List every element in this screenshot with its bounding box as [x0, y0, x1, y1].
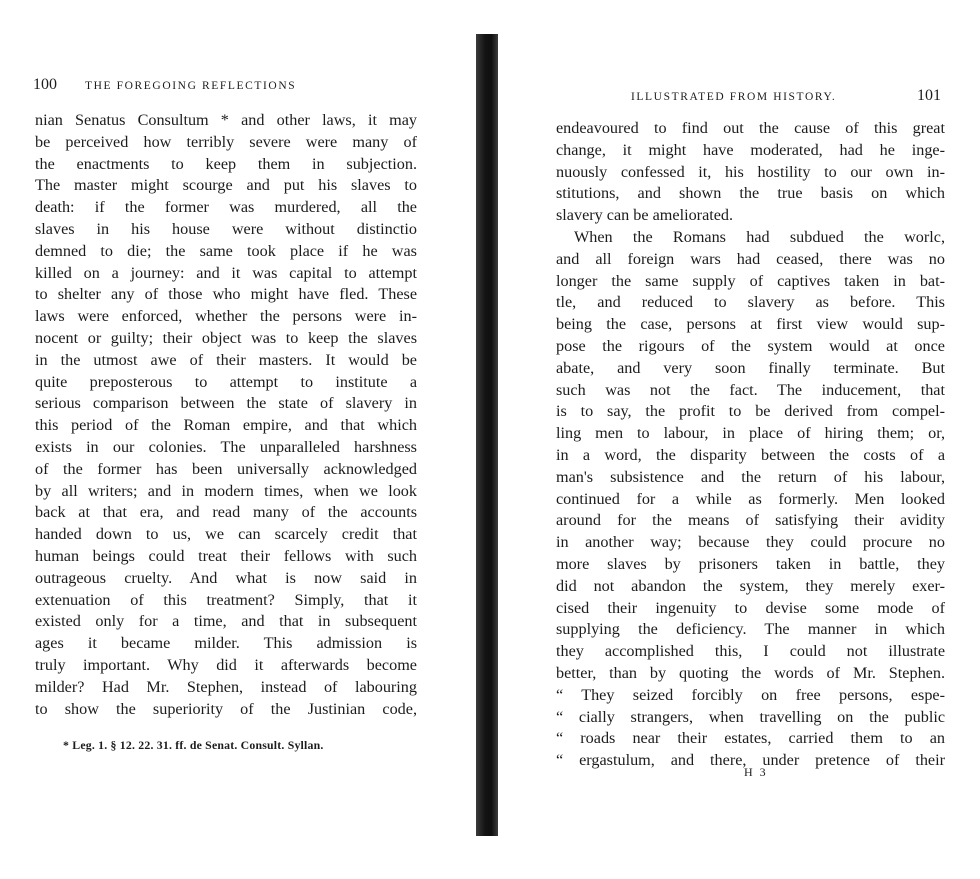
- text-line: by all writers; and in modern times, when we look: [35, 481, 417, 500]
- text-line: is to say, the profit to be derived from compel-: [556, 402, 945, 421]
- text-line: slavery can be ameliorated.: [556, 206, 734, 225]
- left-running-header: [33, 76, 453, 96]
- text-line: of the former has been universally acknowledged: [35, 459, 417, 478]
- text-line: cised their ingenuity to devise some mode of: [556, 598, 945, 617]
- text-line: When the Romans had subdued the worlc,: [574, 227, 945, 246]
- text-line: they accomplished this, I could not illustrate: [556, 642, 945, 661]
- text-line: handed down to us, we can scarcely credit that: [35, 525, 417, 544]
- text-line: the enactments to keep them in subjection.: [35, 154, 417, 173]
- left-running-head: THE FOREGOING REFLECTIONS: [85, 80, 297, 92]
- text-line: in the utmost awe of their masters. It would be: [35, 350, 417, 369]
- text-line: milder? Had Mr. Stephen, instead of labouring: [35, 677, 417, 696]
- text-line: in another way; because they could procure no: [556, 533, 945, 552]
- text-line: extenuation of this treatment? Simply, that it: [35, 590, 417, 609]
- right-page-number: 101: [917, 87, 941, 104]
- text-line: continued for a while as formerly. Men looked: [556, 489, 945, 508]
- text-line: stitutions, and shown the true basis on which: [556, 184, 945, 203]
- right-page-text: [556, 118, 945, 772]
- text-line: quite preposterous to attempt to institute a: [35, 372, 417, 391]
- signature-mark: H 3: [744, 765, 768, 779]
- text-line: to shelter any of those who might have fled. These: [35, 285, 417, 304]
- text-line: “ roads near their estates, carried them to an: [556, 729, 945, 748]
- text-line: truly important. Why did it afterwards become: [35, 655, 417, 674]
- text-line: existed only for a time, and that in subsequent: [35, 612, 417, 631]
- book-gutter: [476, 34, 498, 836]
- text-line: back at that era, and read many of the accounts: [35, 503, 417, 522]
- text-line: change, it might have moderated, had he inge-: [556, 140, 945, 159]
- text-line: “ They seized forcibly on free persons, espe-: [556, 685, 945, 704]
- text-line: abate, and very soon finally terminate. But: [556, 358, 945, 377]
- text-line: demned to die; the same took place if he was: [35, 241, 417, 260]
- text-line: killed on a journey: and it was capital to attempt: [35, 263, 417, 282]
- text-line: such was not the fact. The inducement, that: [556, 380, 945, 399]
- text-line: nuously confessed it, his hostility to our own in-: [556, 162, 945, 181]
- text-line: did not abandon the system, they merely exer-: [556, 576, 945, 595]
- text-line: death: if the former was murdered, all the: [35, 198, 417, 217]
- text-line: more slaves by prisoners taken in battle, they: [556, 554, 945, 573]
- text-line: man's subsistence and the return of his labour,: [556, 467, 945, 486]
- text-line: in a word, the disparity between the costs of a: [556, 445, 945, 464]
- right-running-head: ILLUSTRATED FROM HISTORY.: [631, 91, 837, 103]
- left-page-text: [35, 110, 417, 720]
- text-line: slaves in his house were without distinctio: [35, 219, 417, 238]
- text-line: “ cially strangers, when travelling on the public: [556, 707, 945, 726]
- right-page: [498, 0, 980, 879]
- left-page-number: 100: [33, 76, 57, 93]
- text-line: outrageous cruelty. And what is now said in: [35, 568, 417, 587]
- text-line: this period of the Roman empire, and that which: [35, 416, 417, 435]
- text-line: being the case, persons at first view would sup-: [556, 315, 945, 334]
- text-line: ages it became milder. This admission is: [35, 634, 417, 653]
- text-line: exists in our colonies. The unparalleled harshness: [35, 437, 417, 456]
- text-line: laws were enforced, whether the persons were in-: [35, 307, 417, 326]
- text-line: around for the means of satisfying their avidity: [556, 511, 945, 530]
- text-line: pose the rigours of the system would at once: [556, 336, 945, 355]
- text-line: “ ergastulum, and there, under pretence of their: [556, 751, 945, 770]
- text-line: supplying the deficiency. The manner in which: [556, 620, 945, 639]
- text-line: nian Senatus Consultum * and other laws, it may: [35, 111, 417, 129]
- text-line: better, than by quoting the words of Mr. Stephen.: [556, 663, 945, 682]
- text-line: The master might scourge and put his slaves to: [35, 176, 417, 195]
- text-line: tle, and reduced to slavery as before. This: [556, 293, 945, 312]
- footnote: * Leg. 1. § 12. 22. 31. ff. de Senat. Consult. Syllan.: [63, 738, 324, 752]
- left-page: [0, 0, 470, 879]
- text-line: and all foreign wars had ceased, there was no: [556, 249, 945, 268]
- right-running-header: [631, 87, 941, 107]
- text-line: to show the superiority of the Justinian code,: [35, 699, 417, 718]
- text-line: human beings could treat their fellows with such: [35, 546, 417, 565]
- text-line: longer the same supply of captives taken in bat-: [556, 271, 945, 290]
- text-line: serious comparison between the state of slavery in: [35, 394, 417, 413]
- text-line: endeavoured to find out the cause of this great: [556, 119, 945, 137]
- text-line: nocent or guilty; their object was to keep the slaves: [35, 328, 417, 347]
- text-line: ling men to labour, in place of hiring them; or,: [556, 424, 945, 443]
- text-line: be perceived how terribly severe were many of: [35, 132, 417, 151]
